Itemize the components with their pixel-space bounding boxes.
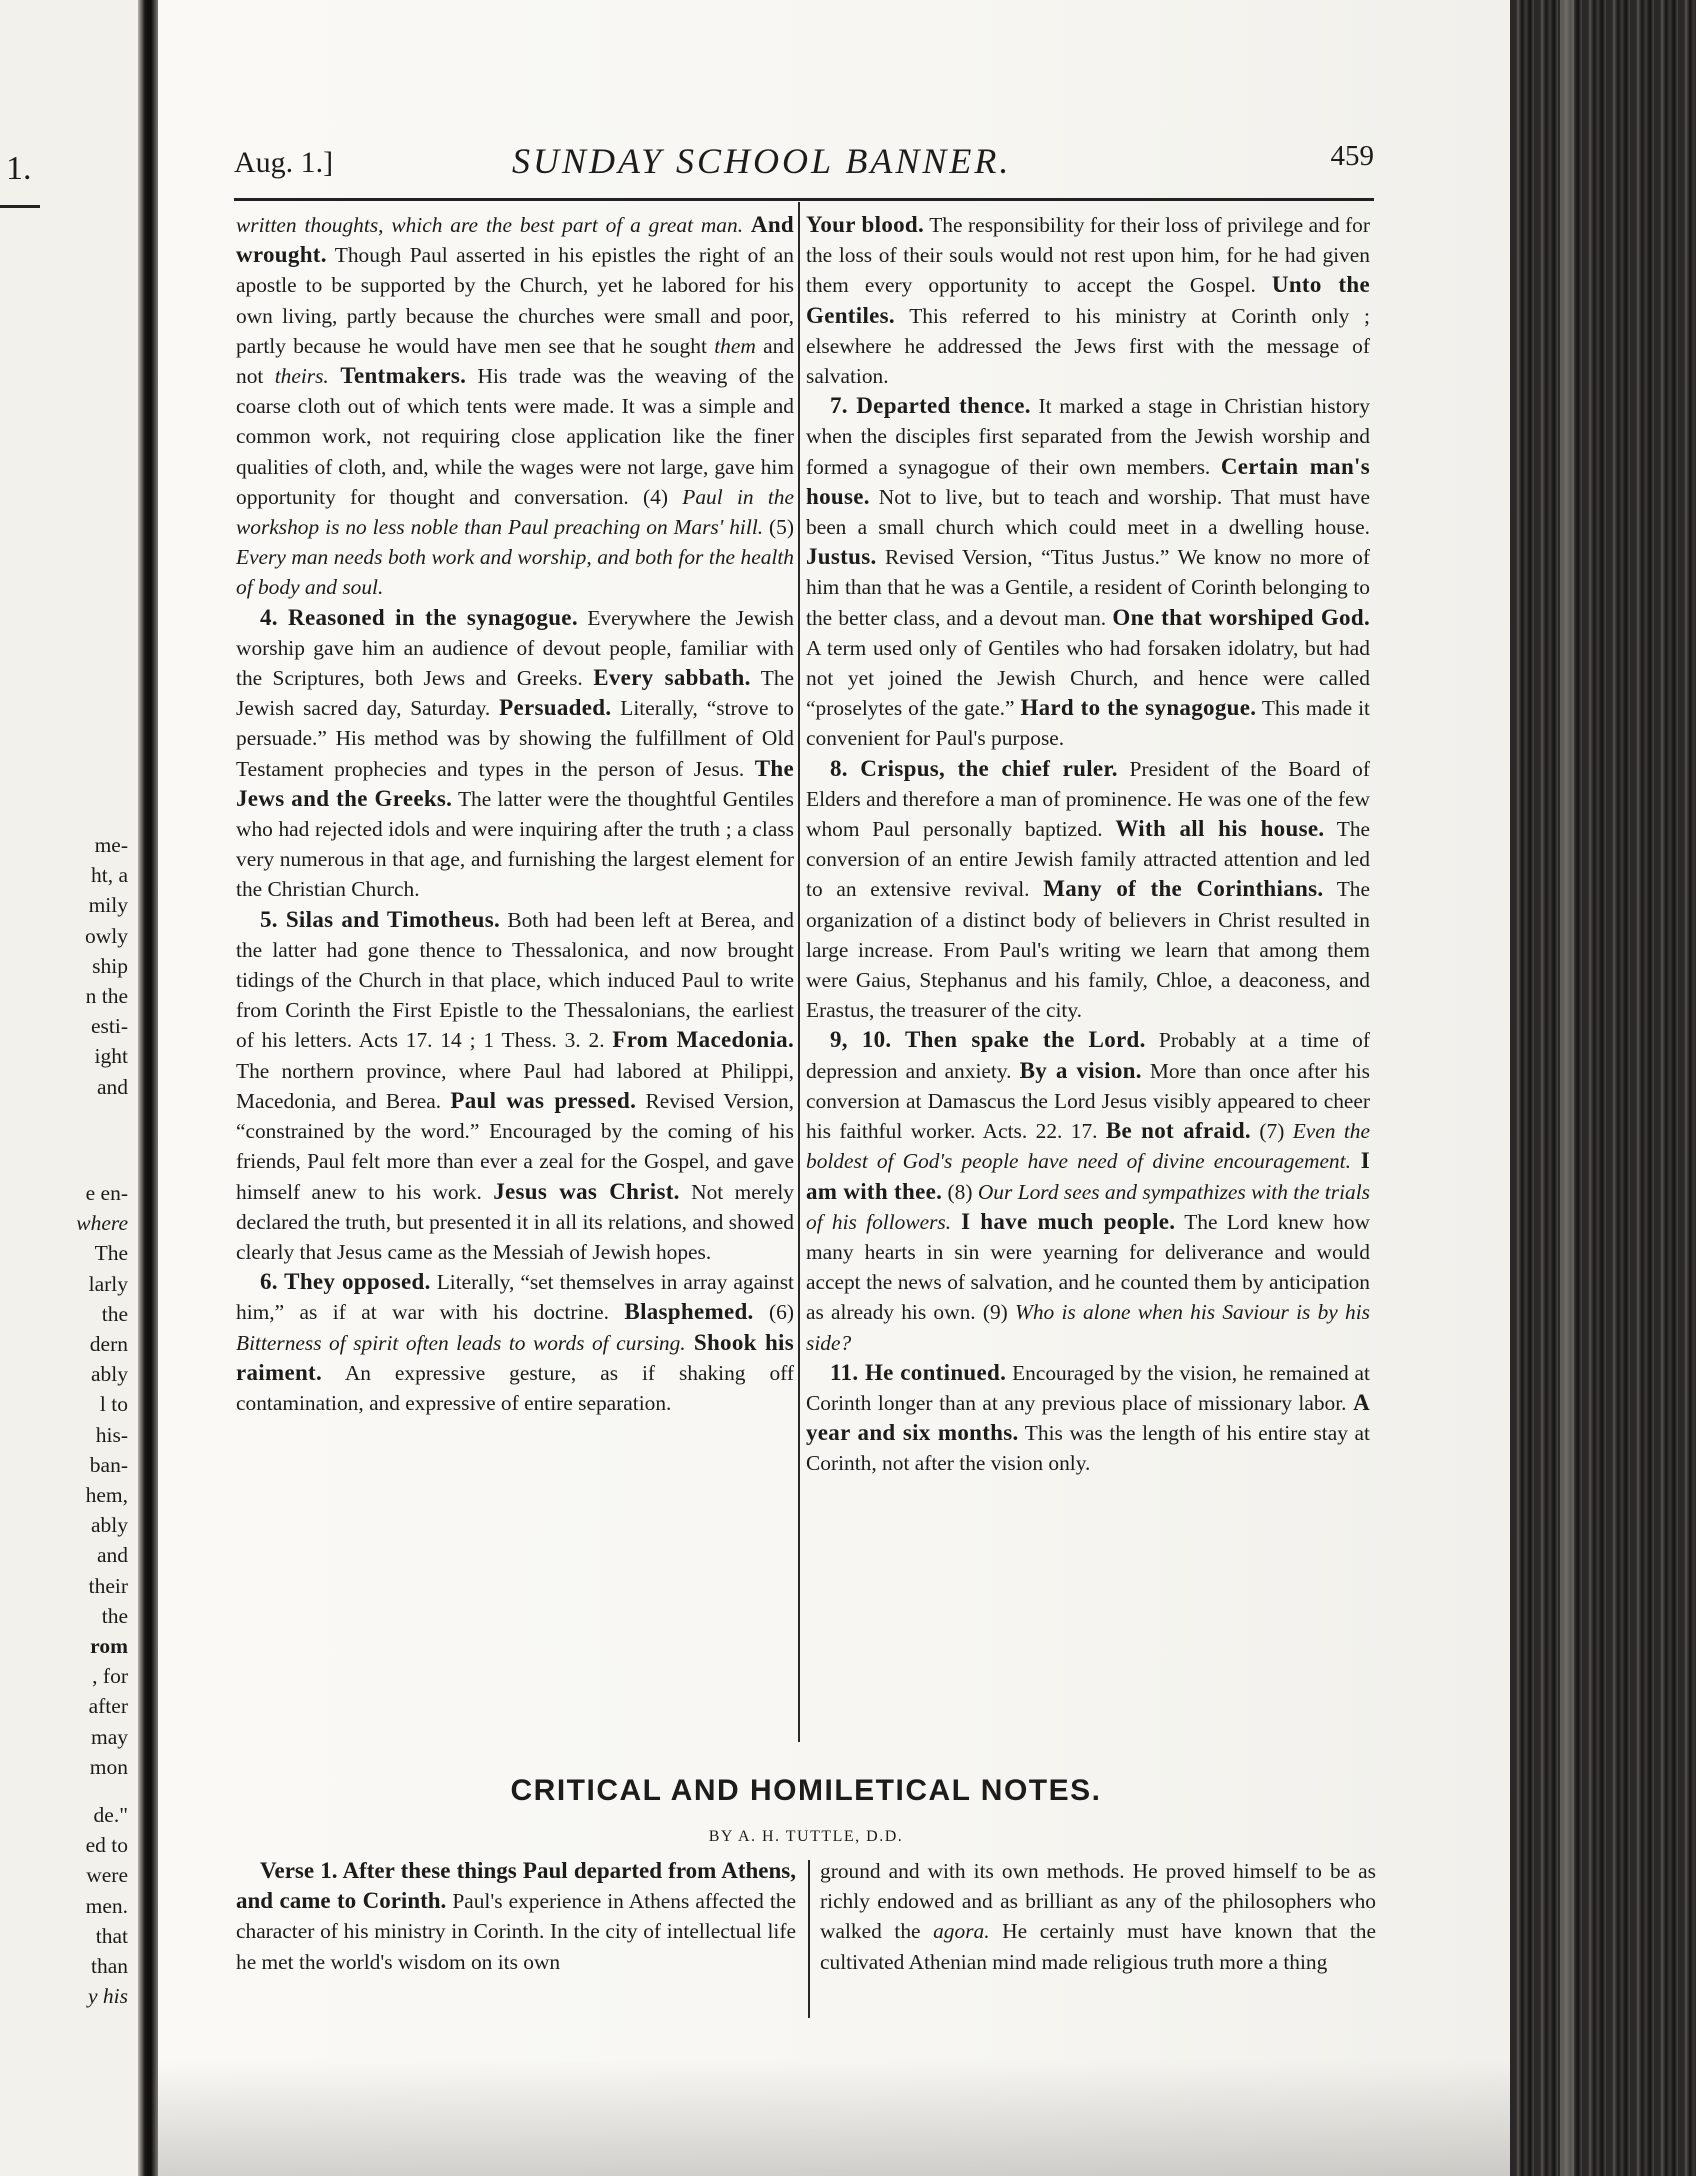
header-date: Aug. 1.]	[234, 146, 334, 179]
bold-heading: Shook his raiment.	[236, 1329, 794, 1385]
body-text: The organization of a distinct body of believers in Christ resulted in large increase. From Paul's writing we learn that among them were Gaius, Stephanus and his family, Chloe, a deaconess, and Erastus, the treasurer of the city.	[806, 877, 1370, 1023]
page-shadow	[158, 2060, 1510, 2176]
fragment-line: l to	[99, 1392, 128, 1417]
facing-fragment-block-b	[0, 1178, 130, 1782]
italic-text: Our Lord sees and sympathizes with the trials of his followers.	[806, 1179, 1370, 1234]
bold-heading: 7. Departed thence.	[830, 393, 1031, 419]
fragment-line: after	[88, 1694, 128, 1719]
fragment-line: y his	[87, 1984, 128, 2009]
fragment-line: the	[101, 1603, 128, 1628]
fragment-line: de."	[93, 1803, 128, 1827]
body-text: The Lord knew how many hearts in sin were yearning for deliverance and would accept the news of salvation, and he counted them by anticipation as already his own. (9)	[806, 1209, 1371, 1325]
section-byline: BY A. H. TUTTLE, D.D.	[708, 1828, 904, 1845]
fragment-line: hem,	[85, 1483, 128, 1508]
body-text: The Jewish sacred day, Saturday.	[236, 666, 795, 721]
bold-heading: 9, 10. Then spake the Lord.	[830, 1027, 1146, 1053]
bold-heading: Justus.	[806, 544, 877, 570]
body-text: Probably at a time of depression and anxiety.	[806, 1028, 1370, 1083]
bold-heading: Every sabbath.	[593, 665, 751, 691]
body-text: A term used only of Gentiles who had forsaken idolatry, but had not yet joined the Jewish Church, and hence were called “proselytes of the gate.”	[806, 635, 1370, 721]
notes-column-right	[820, 1856, 1376, 1977]
fragment-line: men.	[85, 1893, 128, 1918]
body-text: ground and with its own methods. He proved himself to be as richly endowed and as brilliant as any of the philosophers who walked the	[820, 1859, 1376, 1944]
fragment-line: owly	[85, 923, 128, 948]
bold-heading: Hard to the synagogue.	[1020, 695, 1257, 721]
fragment-line: esti-	[90, 1014, 128, 1039]
fragment-line: ably	[90, 1513, 128, 1538]
fragment-line: his-	[95, 1422, 128, 1447]
body-text: The latter were the thoughtful Gentiles who had rejected idols and were inquiring after the truth ; a class very numerous in that age, and furnishing the largest element for the Christian Church.	[236, 786, 794, 902]
paragraph-verse-11	[806, 1358, 1370, 1479]
body-text: Paul's experience in Athens affected the character of his ministry in Corinth. In the city of intellectual life he met the world's wisdom on its own	[236, 1889, 796, 1974]
header-title: SUNDAY SCHOOL BANNER.	[512, 141, 1012, 181]
italic-text: Every man needs both work and worship, and both for the health of body and soul.	[236, 545, 794, 600]
body-text: The responsibility for their loss of privilege and for the loss of their souls would not rest upon him, for he had given them every opportunity to accept the Gospel.	[806, 213, 1370, 298]
bold-heading: One that worshiped God.	[1112, 604, 1370, 630]
body-text: The northern province, where Paul had labored at Philippi, Macedonia, and Berea.	[236, 1058, 794, 1113]
facing-page-header: 1.	[6, 150, 32, 187]
bold-heading: From Macedonia.	[612, 1027, 794, 1053]
fragment-line: than	[90, 1954, 128, 1979]
fragment-line: ship	[92, 953, 128, 978]
running-header	[234, 140, 1384, 190]
paragraph-verse-9-10	[806, 1025, 1370, 1357]
italic-text: theirs.	[274, 364, 329, 389]
body-text: Revised Version, “constrained by the word.” Encouraged by the coming of his friends, Paul felt more than ever a zeal for the Gospel, and gave himself anew to his work.	[236, 1088, 795, 1204]
fragment-line: The	[94, 1241, 128, 1266]
bold-heading: Your blood.	[806, 212, 925, 237]
fragment-line: , for	[92, 1664, 128, 1689]
paragraph-verse-4	[236, 603, 794, 905]
body-text: More than once after his conversion at Damascus the Lord Jesus visibly appeared to cheer his faithful worker. Acts. 22. 17.	[806, 1058, 1370, 1144]
italic-text: agora.	[933, 1919, 990, 1944]
page-stack-highlight	[1560, 0, 1574, 2176]
fragment-line: that	[95, 1923, 128, 1948]
body-text: (5)	[763, 515, 794, 540]
bold-heading: Persuaded.	[499, 695, 612, 721]
text-column-left	[236, 210, 794, 1418]
fragment-line: ed to	[85, 1833, 128, 1858]
text-column-right	[806, 210, 1370, 1479]
fragment-line: may	[90, 1724, 128, 1749]
fragment-line: n the	[85, 984, 128, 1009]
verse-heading: Verse 1. After these things Paul departed from Athens, and came to Corinth.	[236, 1858, 796, 1914]
italic-text: Even the boldest of God's people have need of divine encouragement.	[806, 1119, 1370, 1174]
fragment-line: and	[96, 1074, 128, 1099]
notes-column-left	[236, 1856, 796, 1977]
body-text: (7)	[1250, 1119, 1293, 1144]
column-divider	[798, 202, 800, 1742]
book-gutter	[138, 0, 158, 2176]
bold-heading: 8. Crispus, the chief ruler.	[830, 755, 1118, 781]
bold-heading: I am with thee.	[806, 1148, 1370, 1204]
paragraph-verse-7	[806, 391, 1370, 753]
body-text: (8)	[942, 1179, 978, 1204]
paragraph-verse-8	[806, 754, 1370, 1026]
fragment-line: ht, a	[90, 863, 128, 888]
page-number: 459	[1330, 140, 1374, 172]
section-title: CRITICAL AND HOMILETICAL NOTES.	[510, 1774, 1102, 1807]
facing-fragment-block-c	[0, 1800, 130, 2011]
fragment-line: the	[101, 1301, 128, 1326]
fragment-line: and	[96, 1543, 128, 1568]
body-text: President of the Board of Elders and therefore a man of prominence. He was one of the few whom Paul personally baptized.	[806, 756, 1370, 842]
bold-heading: By a vision.	[1019, 1057, 1142, 1083]
body-text: This was the length of his entire stay at Corinth, not after the vision only.	[806, 1421, 1370, 1476]
body-text: Not merely declared the truth, but presented it in all its relations, and showed clearly that Jesus came as the Messiah of Jewish hopes.	[236, 1179, 795, 1264]
body-text: This referred to his ministry at Corinth only ; elsewhere he addressed the Jews first with the message of salvation.	[806, 303, 1370, 389]
body-text: Literally, “strove to persuade.” His method was by showing the fulfillment of Old Testament prophecies and types in the person of Jesus.	[236, 696, 794, 781]
fragment-line: rom	[90, 1634, 128, 1659]
body-text: The conversion of an entire Jewish family attracted attention and led to an extensive revival.	[806, 817, 1371, 902]
bold-heading: Certain man's house.	[806, 453, 1370, 509]
bold-heading: 6. They opposed.	[260, 1269, 431, 1295]
bold-heading: Be not afraid.	[1105, 1118, 1251, 1144]
body-text: and not	[236, 333, 795, 389]
facing-fragment-block-a	[0, 830, 130, 1102]
italic-text: Who is alone when his Saviour is by his side?	[806, 1300, 1370, 1355]
paragraph	[806, 210, 1370, 391]
bold-heading: 11. He continued.	[830, 1359, 1007, 1385]
paragraph-verse-6	[236, 1267, 794, 1418]
paragraph	[820, 1856, 1376, 1977]
bold-heading: The Jews and the Greeks.	[236, 755, 794, 811]
fragment-line: ably	[90, 1362, 128, 1387]
italic-text: Bitterness of spirit often leads to words of cursing.	[236, 1330, 686, 1355]
body-text: Everywhere the Jewish worship gave him an audience of devout people, familiar with the Scriptures, both Jews and Greeks.	[236, 605, 795, 691]
header-rule	[234, 198, 1374, 201]
fragment-line: ban-	[89, 1452, 128, 1477]
bold-heading: Paul was pressed.	[450, 1087, 637, 1113]
bold-heading: Unto the Gentiles.	[806, 272, 1370, 328]
body-text: Encouraged by the vision, he remained at Corinth longer than at any previous place of missionary labor.	[806, 1360, 1370, 1415]
body-text: This made it convenient for Paul's purpose.	[806, 696, 1370, 751]
notes-column-divider	[808, 1860, 810, 2018]
body-text: Not to live, but to teach and worship. That must have been a small church which could meet in a dwelling house.	[806, 484, 1370, 540]
body-text: (6)	[753, 1300, 794, 1325]
body-text: An expressive gesture, as if shaking off contamination, and expressive of entire separation.	[236, 1360, 794, 1415]
body-text: It marked a stage in Christian history when the disciples first separated from the Jewish worship and formed a synagogue of their own members.	[806, 394, 1370, 479]
bold-heading: Tentmakers.	[328, 363, 467, 389]
bold-heading: Jesus was Christ.	[493, 1178, 680, 1204]
bold-heading: I have much people.	[951, 1208, 1176, 1234]
paragraph-verse-5	[236, 905, 794, 1267]
fragment-line: larly	[88, 1271, 128, 1296]
bold-heading: 4. Reasoned in the synagogue.	[260, 604, 578, 630]
fragment-line: e en-	[85, 1181, 128, 1205]
fragment-line: dern	[89, 1332, 128, 1357]
fragment-line: ight	[94, 1044, 128, 1069]
fragment-line: their	[88, 1573, 128, 1598]
italic-text: them	[714, 333, 756, 358]
bold-heading: 5. Silas and Timotheus.	[260, 906, 501, 932]
bold-heading: Many of the Corinthians.	[1043, 876, 1324, 902]
fragment-line: were	[86, 1863, 128, 1888]
fragment-line: mily	[88, 893, 128, 918]
body-text: Though Paul asserted in his epistles the right of an apostle to be supported by the Church, yet he labored for his own living, partly because the churches were small and poor, partly because he would have men see that he sought	[236, 243, 794, 358]
bold-heading: And wrought.	[236, 212, 795, 268]
body-text: He certainly must have known that the cultivated Athenian mind made religious truth more a thing	[820, 1919, 1376, 1974]
facing-page-fragment	[0, 0, 130, 2176]
body-text: Revised Version, “Titus Justus.” We know no more of him than that he was a Gentile, a resident of Corinth belonging to the better class, and a devout man.	[806, 545, 1370, 630]
paragraph	[236, 210, 794, 603]
body-text: His trade was the weaving of the coarse cloth out of which tents were made. It was a simple and common work, not requiring close application like the finer qualities of cloth, and, while the wages were not large, gave him opportunity for thought and conversation. (4)	[236, 364, 794, 509]
italic-text: written thoughts, which are the best part of a great man.	[236, 213, 744, 237]
bold-heading: With all his house.	[1115, 816, 1325, 842]
italic-text: Paul in the workshop is no less noble than Paul preaching on Mars' hill.	[236, 484, 794, 540]
book-page-stack	[1510, 0, 1696, 2176]
fragment-line: me-	[94, 833, 128, 857]
fragment-line: mon	[89, 1754, 128, 1779]
fragment-line: where	[76, 1211, 128, 1236]
facing-page-rule	[0, 205, 40, 208]
body-text: Literally, “set themselves in array against him,” as if at war with his doctrine.	[236, 1270, 794, 1325]
body-text: Both had been left at Berea, and the latter had gone thence to Thessalonica, and now brought tidings of the Church in that place, which induced Paul to write from Corinth the First Epistle to the Thessalonians, the earliest of his letters. Acts 17. 14 ; 1 Thess. 3. 2.	[236, 907, 794, 1053]
bold-heading: Blasphemed.	[624, 1299, 754, 1325]
paragraph-verse-1	[236, 1856, 796, 1977]
bold-heading: A year and six months.	[806, 1389, 1370, 1446]
